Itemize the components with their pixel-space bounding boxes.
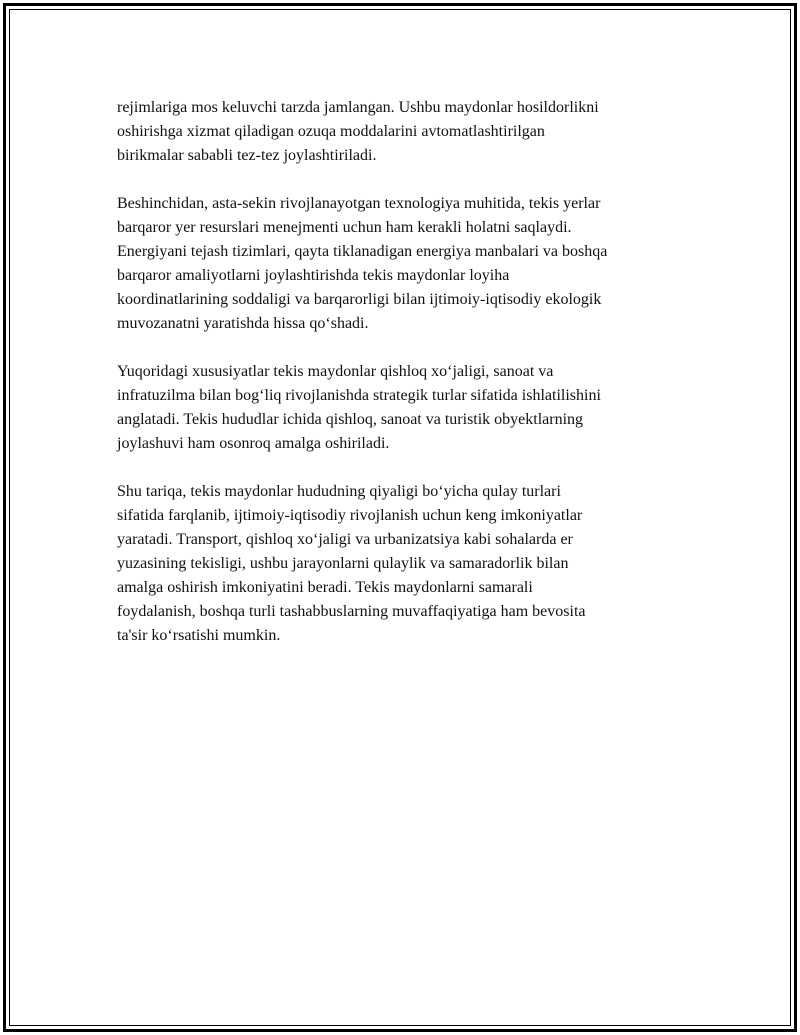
text-line: Energiyani tejash tizimlari, qayta tiklanadigan energiya manbalari va boshqa [117,243,608,260]
text-line: Beshinchidan, asta-sekin rivojlanayotgan texnologiya muhitida, tekis yerlar [117,195,601,212]
text-line: ta'sir ko‘rsatishi mumkin. [117,627,281,644]
text-line: barqaror amaliyotlarni joylashtirishda tekis maydonlar loyiha [117,267,510,284]
text-line: joylashuvi ham osonroq amalga oshiriladi. [117,435,390,452]
text-line: amalga oshirish imkoniyatini beradi. Tekis maydonlarni samarali [117,579,533,596]
text-line: barqaror yer resurslari menejmenti uchun ham kerakli holatni saqlaydi. [117,219,572,236]
text-line: sifatida farqlanib, ijtimoiy-iqtisodiy rivojlanish uchun keng imkoniyatlar [117,507,583,524]
text-line: muvozanatni yaratishda hissa qo‘shadi. [117,315,369,332]
text-line: birikmalar sababli tez-tez joylashtiriladi. [117,147,377,164]
text-line: foydalanish, boshqa turli tashabbuslarning muvaffaqiyatiga ham bevosita [117,603,586,620]
document-page [3,3,797,1032]
text-line: Yuqoridagi xususiyatlar tekis maydonlar qishloq xo‘jaligi, sanoat va [117,363,554,380]
paragraph-1 [117,96,697,168]
paragraph-4 [117,480,697,648]
text-line: Shu tariqa, tekis maydonlar hududning qiyaligi bo‘yicha qulay turlari [117,483,561,500]
text-line: infratuzilma bilan bog‘liq rivojlanishda strategik turlar sifatida ishlatilishini [117,387,601,404]
text-line: yaratadi. Transport, qishloq xo‘jaligi va urbanizatsiya kabi sohalarda er [117,531,573,548]
paragraph-3 [117,360,697,456]
paragraph-2 [117,192,697,336]
text-line: oshirishga xizmat qiladigan ozuqa moddalarini avtomatlashtirilgan [117,123,545,140]
text-line: koordinatlarining soddaligi va barqarorligi bilan ijtimoiy-iqtisodiy ekologik [117,291,602,308]
text-line: yuzasining tekisligi, ushbu jarayonlarni qulaylik va samaradorlik bilan [117,555,569,572]
document-body [117,96,697,672]
text-line: anglatadi. Tekis hududlar ichida qishloq, sanoat va turistik obyektlarning [117,411,584,428]
text-line: rejimlariga mos keluvchi tarzda jamlangan. Ushbu maydonlar hosildorlikni [117,99,599,116]
